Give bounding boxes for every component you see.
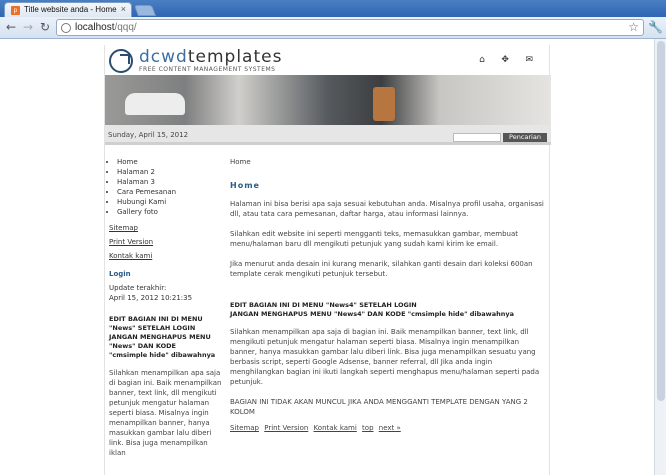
sidebar-body-text: Silahkan menampilkan apa saja di bagian ini. Baik menampilkan banner, text link, dll mengikuti petunjuk mengatur halaman seperti biasa. Misalnya ingin menampilkan banner, hanya masukkan gambar lalu diberi link. Bisa juga menampilkan iklan <box>109 369 222 457</box>
search-button[interactable]: Pencarian <box>503 133 547 142</box>
paragraph: Jika menurut anda desain ini kurang menarik, silahkan ganti desain dari koleksi 600an template cerak mengikuti petunjuk tersebut. <box>230 260 533 278</box>
login-link[interactable]: Login <box>109 270 131 278</box>
reload-icon[interactable]: ↻ <box>39 20 51 34</box>
site-favicon-icon: p <box>11 6 20 15</box>
edit-note-line: EDIT BAGIAN INI DI MENU <box>109 315 203 323</box>
print-version-link[interactable]: Print Version <box>109 238 154 246</box>
banner-bag-shape <box>373 87 395 121</box>
logo-arrow-icon[interactable] <box>109 49 133 73</box>
sidebar-item-cara-pemesanan[interactable]: • Cara Pemesanan <box>117 187 225 197</box>
print-version-bottom-link[interactable]: Print Version <box>264 424 309 432</box>
edit-note-line: "cmsimple hide" dibawahnya <box>109 351 216 359</box>
banner-car-shape <box>125 93 185 115</box>
last-updated <box>109 283 225 303</box>
browser-tab[interactable] <box>4 2 132 17</box>
mail-icon[interactable]: ✉ <box>525 55 533 65</box>
top-link[interactable]: top <box>362 424 374 432</box>
edit-note-line: JANGAN MENGHAPUS MENU <box>109 333 211 341</box>
vertical-scrollbar[interactable] <box>654 39 666 475</box>
sidebar-edit-note <box>109 315 225 360</box>
site-container <box>104 45 550 475</box>
main-edit-heading <box>230 301 548 319</box>
edit-note-line: "News" DAN KODE <box>109 342 176 350</box>
url-text: localhost/qqq/ <box>75 22 137 33</box>
page-title: Home <box>230 181 260 190</box>
sidebar-item-gallery-foto[interactable]: • Gallery foto <box>117 207 225 217</box>
kontak-kami-link[interactable]: Kontak kami <box>109 252 153 260</box>
address-bar[interactable] <box>56 19 644 36</box>
sitemap-link[interactable]: Sitemap <box>109 224 138 232</box>
edit-note-line: "News" SETELAH LOGIN <box>109 324 196 332</box>
header-banner-image <box>105 75 551 125</box>
wrench-menu-icon[interactable]: 🔧 <box>648 20 663 34</box>
site-tagline: FREE CONTENT MANAGEMENT SYSTEMS <box>139 66 276 73</box>
sidebar-item-halaman-3[interactable]: • Halaman 3 <box>117 177 225 187</box>
globe-icon <box>61 23 71 33</box>
paragraph: Halaman ini bisa berisi apa saja sesuai kebutuhan anda. Misalnya profil usaha, organisasi dll, atau tata cara pemesanan, daftar harga, atau informasi lainnya. <box>230 200 544 218</box>
new-tab-button[interactable] <box>134 5 156 16</box>
edit-heading-line: JANGAN MENGHAPUS MENU "News4" DAN KODE "cmsimple hide" dibawahnya <box>230 310 514 318</box>
sidebar-item-halaman-2[interactable]: • Halaman 2 <box>117 167 225 177</box>
date-bar <box>105 125 551 145</box>
tab-close-icon[interactable]: × <box>120 4 126 14</box>
browser-toolbar <box>0 17 666 39</box>
top-icons <box>465 55 533 65</box>
sidebar-links <box>109 223 225 261</box>
sitemap-icon[interactable]: ✥ <box>501 55 509 65</box>
tab-bar <box>0 0 666 17</box>
paragraph: Silahkan edit website ini seperti mengganti teks, memasukkan gambar, membuat menu/halaman baru dll mengikuti petunjuk yang sudah kami kirim ke email. <box>230 230 519 248</box>
sidebar-item-home[interactable]: • Home <box>117 157 225 167</box>
page-viewport <box>0 39 666 475</box>
home-icon[interactable]: ⌂ <box>479 55 485 65</box>
bookmark-star-icon[interactable]: ☆ <box>628 20 639 34</box>
sidebar <box>109 157 225 458</box>
next-link[interactable]: next » <box>378 424 401 432</box>
edit-heading-line: EDIT BAGIAN INI DI MENU "News4" SETELAH LOGIN <box>230 301 417 309</box>
forward-arrow-icon[interactable]: → <box>22 20 34 34</box>
kontak-kami-bottom-link[interactable]: Kontak kami <box>313 424 357 432</box>
sitemap-bottom-link[interactable]: Sitemap <box>230 424 259 432</box>
scrollbar-thumb[interactable] <box>657 41 665 401</box>
bottom-links <box>230 423 548 433</box>
last-updated-value: April 15, 2012 10:21:35 <box>109 294 193 302</box>
main-content <box>230 157 548 433</box>
breadcrumb[interactable]: Home <box>230 158 251 166</box>
back-arrow-icon[interactable]: ← <box>5 20 17 34</box>
current-date: Sunday, April 15, 2012 <box>108 131 189 139</box>
sidebar-menu <box>117 157 225 217</box>
last-updated-label: Update terakhir: <box>109 284 167 292</box>
paragraph: BAGIAN INI TIDAK AKAN MUNCUL JIKA ANDA MENGGANTI TEMPLATE DENGAN YANG 2 KOLOM <box>230 398 528 416</box>
search-input[interactable] <box>453 133 501 142</box>
site-logo[interactable]: dcwdtemplates <box>139 47 283 67</box>
tab-title: Title website anda - Home <box>24 5 117 14</box>
sidebar-item-hubungi-kami[interactable]: • Hubungi Kami <box>117 197 225 207</box>
paragraph: Silahkan menampilkan apa saja di bagian ini. Baik menampilkan banner, text link, dll mengikuti petunjuk mengatur halaman seperti biasa. Misalnya ingin menampilkan banner, hanya masukkan gambar lalu diberi link. Bisa juga menampilkan sesuatu yang berbasis script, seperti Google Adsense, banner referral, dll Jika anda ingin menghilangkan bagian ini ikuti langkah seperti menghapus menu/halaman seperti pada petunjuk. <box>230 328 540 386</box>
